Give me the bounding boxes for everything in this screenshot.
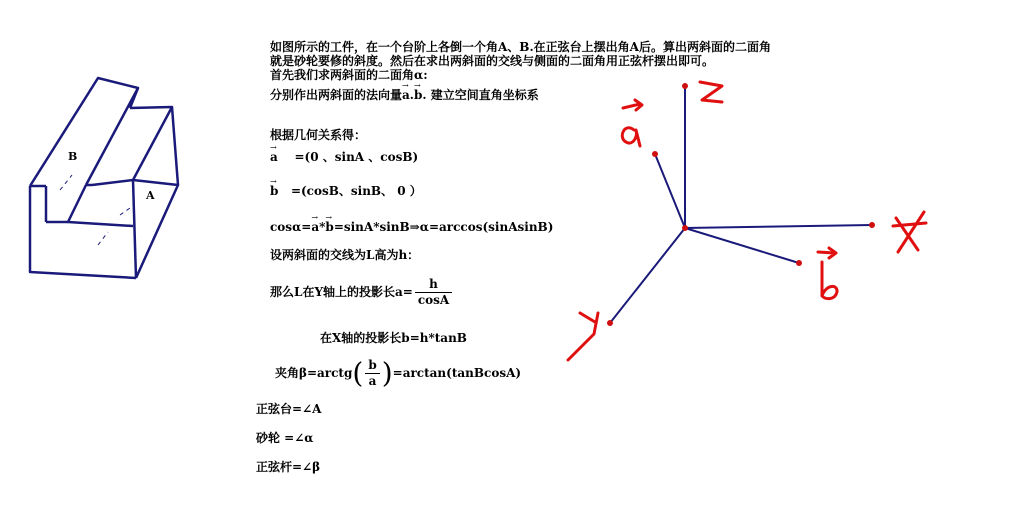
x-end-dot xyxy=(869,222,875,228)
vector-a-definition xyxy=(270,150,418,164)
handwritten-vector-a-label xyxy=(622,100,642,146)
projection-x-formula: 在X轴的投影长b=h*tanB xyxy=(320,331,467,345)
vector-b-definition xyxy=(270,184,422,198)
left-paren: ( xyxy=(352,356,364,390)
workpiece-outline-step-top xyxy=(92,107,172,185)
grinding-wheel-line: 砂轮 =∠α xyxy=(256,431,314,445)
angle-beta-formula xyxy=(275,356,522,390)
normals-suffix: . 建立空间直角坐标系 xyxy=(422,88,539,102)
cos-alpha-formula xyxy=(270,220,553,234)
vector-a-end-dot xyxy=(652,151,658,157)
handwritten-y-label xyxy=(568,313,598,360)
cos-suffix: =sinA*sinB⇒α=arccos(sinAsinB) xyxy=(333,220,554,234)
intro-line-2: 就是砂轮要修的斜度。然后在求出两斜面的交线与侧面的二面角用正弦杆摆出即可。 xyxy=(270,54,715,68)
normals-separator: . xyxy=(409,88,414,102)
vector-b-name: → b xyxy=(270,184,278,198)
vector-a-value: =(0 、sinA 、cosB) xyxy=(294,150,419,164)
cos-vector-b: → b xyxy=(325,220,333,234)
right-paren: ) xyxy=(381,356,393,390)
workpiece-hidden-edge xyxy=(120,208,130,215)
angle-fraction xyxy=(365,359,379,388)
workpiece-edge xyxy=(130,88,138,108)
normals-vector-b: → b xyxy=(414,88,422,102)
workpiece-edge xyxy=(172,107,178,185)
intro-line-1: 如图所示的工件，在一个台阶上各倒一个角A、B.在正弦台上摆出角A后。算出两斜面的二面角 xyxy=(270,40,771,54)
sine-table-line: 正弦台=∠A xyxy=(256,402,322,416)
geometry-heading: 根据几何关系得： xyxy=(270,128,367,142)
normals-prefix: 分别作出两斜面的法向量 xyxy=(270,88,403,102)
workpiece-outline-left-top xyxy=(30,78,138,186)
proj-y-prefix: 那么L在Y轴上的投影长a= xyxy=(270,285,413,299)
y-axis xyxy=(610,228,685,323)
z-end-dot xyxy=(682,83,688,89)
handwritten-z-label xyxy=(700,82,722,102)
workpiece-outline-front-groove xyxy=(68,185,133,226)
proj-y-numerator: h xyxy=(415,278,452,293)
label-b: B xyxy=(68,150,78,163)
cos-vector-a: → a xyxy=(311,220,319,234)
normals-line xyxy=(270,88,539,102)
angle-prefix: 夹角β=arctg xyxy=(275,366,353,380)
sine-bar-line: 正弦杆=∠β xyxy=(256,460,321,474)
proj-y-denominator: cosA xyxy=(417,293,450,307)
handwritten-x-label xyxy=(893,212,926,252)
angle-numerator: b xyxy=(365,359,379,374)
proj-y-fraction xyxy=(415,278,452,307)
handwritten-vector-b-label xyxy=(818,248,837,299)
y-end-dot xyxy=(607,320,613,326)
workpiece-hidden-edge xyxy=(98,232,108,245)
cos-prefix: cosα= xyxy=(270,220,312,234)
x-axis xyxy=(685,225,872,228)
vector-b-value: =(cosB、sinB、 0 ） xyxy=(290,184,422,198)
label-a: A xyxy=(146,189,155,202)
workpiece-hidden-edge xyxy=(60,175,72,190)
projection-y-formula xyxy=(270,278,454,307)
angle-denominator: a xyxy=(368,374,377,388)
vector-a-arrow xyxy=(655,154,685,228)
intersection-line: 设两斜面的交线为L高为h： xyxy=(270,248,420,262)
workpiece-outline-right-face xyxy=(133,180,178,278)
workpiece-edge xyxy=(133,180,136,278)
vector-b-end-dot xyxy=(796,260,802,266)
intro-line-3: 首先我们求两斜面的二面角α: xyxy=(270,68,428,82)
origin-dot xyxy=(682,225,688,231)
angle-suffix: =arctan(tanBcosA) xyxy=(392,366,522,380)
cos-star: * xyxy=(319,220,326,234)
vector-a-name: → a xyxy=(270,150,278,164)
normals-vector-a: → a xyxy=(402,88,410,102)
vector-b-arrow xyxy=(685,228,799,263)
